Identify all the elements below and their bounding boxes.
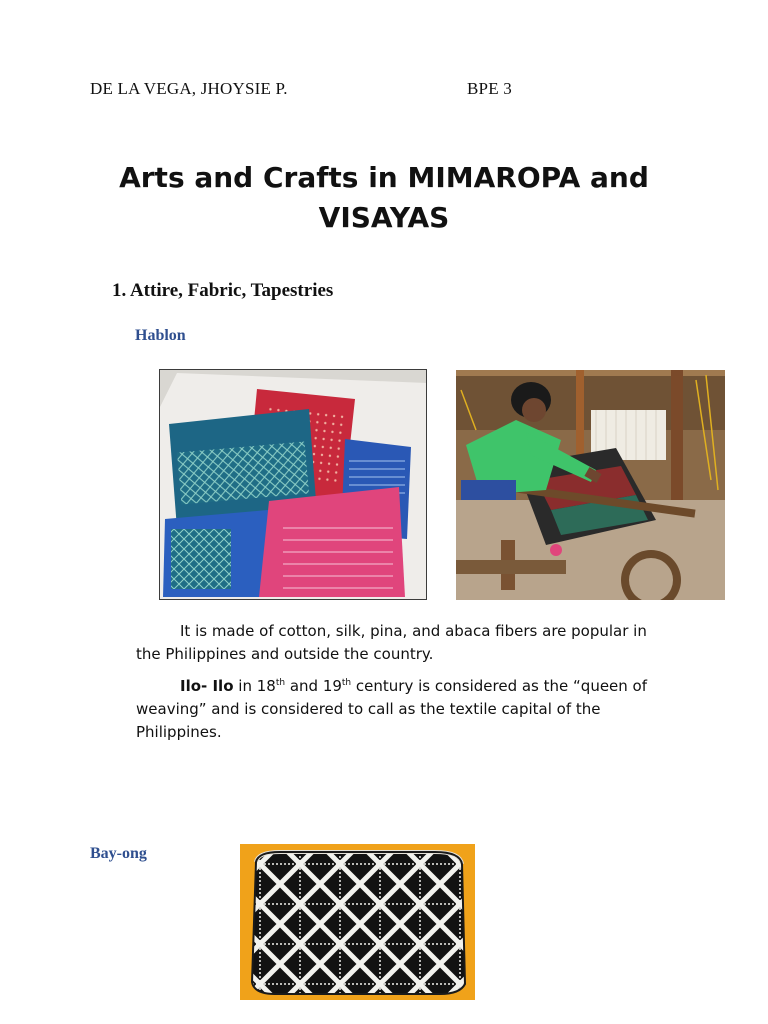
hablon-paragraph-1 [136,620,676,666]
folded-fabric-photo [159,369,427,600]
section-heading [112,280,333,302]
woven-bag-photo [240,844,475,1000]
loom-weaver-photo [456,370,725,600]
para2-text-3: century is considered as the “queen of weaving” and is considered to call as the textile capital of the Philippines. [136,677,648,741]
para2-sup-2: th [341,678,352,688]
para2-text-1: in 18 [233,677,276,695]
course-code: BPE 3 [467,79,512,98]
para2-sup-1: th [275,678,286,688]
iloilo-term: Ilo- Ilo [180,677,234,695]
author-name: DE LA VEGA, JHOYSIE P. [90,79,288,98]
page-title: Arts and Crafts in MIMAROPA and VISAYAS [119,161,649,234]
bayong-heading: Bay-ong [90,845,147,862]
section-label: Attire, Fabric, Tapestries [129,280,334,301]
section-number: 1. [112,280,127,301]
hablon-heading: Hablon [135,327,186,344]
hablon-paragraph-2 [136,675,676,744]
hablon-description: It is made of cotton, silk, pina, and abaca fibers are popular in the Philippines and outside the country. [136,622,647,663]
para2-text-2: and 19 [285,677,342,695]
